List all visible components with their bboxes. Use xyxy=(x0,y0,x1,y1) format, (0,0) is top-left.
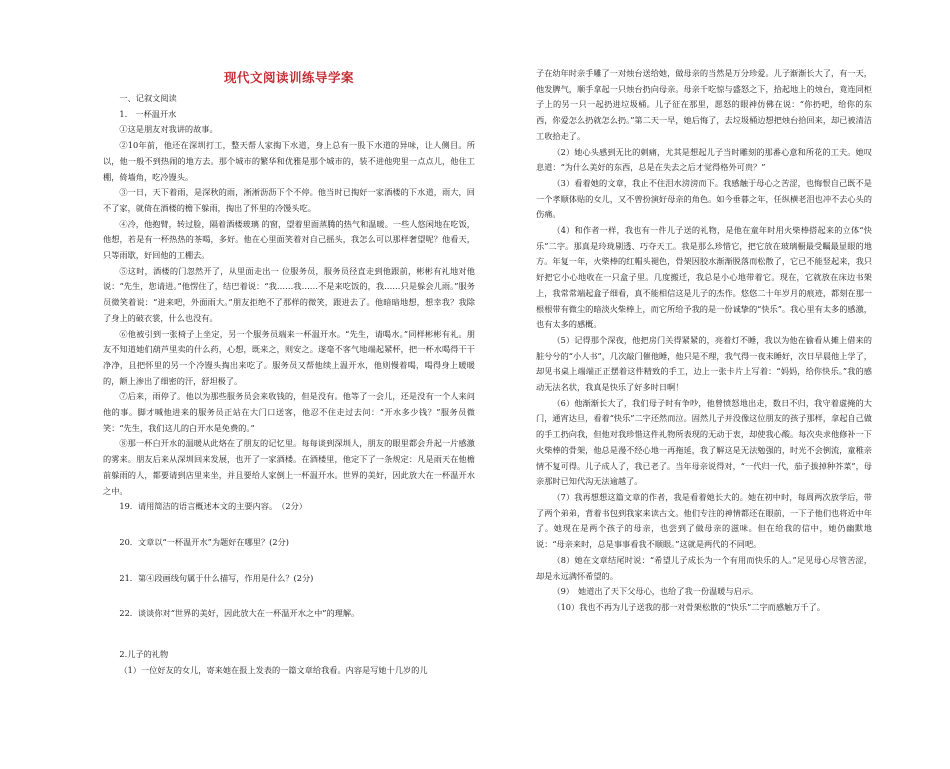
question-20: 20．文章以“一杯温开水”为题好在哪里？(2分) xyxy=(119,536,289,547)
question-21: 21．第④段画线句属于什么描写，作用是什么？(2分) xyxy=(119,572,314,583)
paragraph: 子在幼年时亲手雕了一对烛台送给她，做母亲的当然是万分珍爱。儿子渐渐长大了，有一天，他发脾气，顺手拿起一只烛台扔向母亲。母亲千吃惊与盛怒之下，拾起地上的烛台，竟连同柜子上的另一只一起扔进垃圾桶。儿子征在那里，愿怒的眼神仿佛在说：“你扔吧，给你的东西，你爱怎么扔就怎么扔。”第二天一早，她后悔了，去垃圾桶边想把烛台拾回来，却已被清洁工收拾走了。 xyxy=(536,68,872,141)
left-column xyxy=(103,66,475,679)
section-heading: 一、记叙文阅读 xyxy=(119,93,177,103)
paragraph: （4）和作者一样，我也有一件儿子送的礼物，是他在童年时用火柴棒搭起来的立体“快乐”二字。那真是玲珑剔透、巧夺天工。我是那么珍惜它，把它放在玻璃橱最受瞩最显眼的地方。年复一年，火柴棒的红帽头褪色，骨架因胶水渐渐脱落而松散了，它已不能竖起来，我只好把它小心地收在一只盒子里。几度搬迁，我总是小心地带着它。现在，它就放在床边书架上，我常常端起盒子细看，真不能相信这是儿子的杰作。悠悠二十年岁月的痕迹，都刻在那一根根带有微尘的暗淡火柴棒上，而它所给予我的是一份诚挚的“快乐”。我心里有太多的感激，也有太多的感概。 xyxy=(536,225,872,330)
paragraph: （7）我再想想这篇文章的作者，我是看着她长大的。她在初中时，每周两次放学后，带了两个弟弟，背着书包到我家来读古文。他们专注的神情都还在眼前，一下子他们也将近中年了。她现在是两个孩子的母亲，也尝到了做母亲的滋味。但在给我的信中，她仍幽默地说：“母亲来时，总是事事看我不顺眼。”这就是两代的不同吧。 xyxy=(536,491,872,550)
article-title: 1. 一杯温开水 xyxy=(119,108,177,119)
paragraph: ⑤这时，酒楼的门忽然开了，从里面走出一 位服务员，服务员径直走到他跟前，彬彬有礼地对他说：“先生，您请进。”他愣住了，结巴着说：“我……我……不是来吃饭的，我……只是躲会儿雨。”服务员微笑着说：“进来吧，外面雨大。”朋友拒绝不了那样的微笑，跟进去了。他暗暗地想，想幸我？我除了身上的破衣裳，什么也没有。 xyxy=(103,265,475,323)
paragraph: ③一日，天下着雨，是深秋的雨，淅淅沥沥下个不停。他当时已掏好一家酒楼的下水道，雨大，回不了家，就倚在酒楼的檐下躲雨，掏出了怀里的冷馒头吃。 xyxy=(103,187,475,213)
paragraph: ⑦后来，雨停了。他以为那些服务员会来收钱的，但是没有。他等了一会儿，还是没有一个人来问他的事。脚才喊他进来的服务员正站在大门口送客，他忍不住走过去问：“开水多少钱？”服务员微笑：“先生，我们这儿的白开水是免费的。” xyxy=(103,391,475,433)
paragraph: （6）他渐渐长大了，我们母子时有争吵，他曾愤怒地出走，数日不归，我守着虚掩的大门，通宵达旦，看着“快乐”二字还然而泣。固然儿子并没像这位朋友的孩子那样，拿起自己做的手工扔向我，但他对我珍惜这件礼物所表现的无动于衷，却使我心酸。每次央求他修补一下火柴棒的骨架，他总是漫不经心地一再拖延，我了解这是无法勉强的，时光不会倒流，童稚亲情不复可得。儿子成人了，我已老了。当年母亲说得对，“一代归一代，茄子拔掉种芥菜”，母亲那时已知代沟无法逾越了。 xyxy=(536,397,872,487)
paragraph: ⑥他被引到一张椅子上坐定，另一个服务员端来一杯温开水。“先生，请喝水。”同样彬彬有礼。朋友不知道她们葫芦里卖的什么药，心想，既来之，则安之。遂毫不客气地端起紧杯，把一杯水喝得干干净净，且把怀里的另一个冷馒头掏出来吃了。服务员又帮他续上温开水，他则慢着喝，喝得身上暖暖的，额上渗出了细密的汗，舒坦极了。 xyxy=(103,328,475,386)
paragraph: （2）她心头感到无比的刺痛，尤其是想起儿子当时雕刻的那番心意和所花的工夫。她叹息道：“为什么美好的东西，总是在失去之后才觉得格外可贵？” xyxy=(536,146,872,173)
page-title: 现代文阅读训练导学案 xyxy=(223,70,354,85)
paragraph: ①这是朋友对我讲的故事。 xyxy=(119,124,218,135)
paragraph: （9） 她道出了天下父母心，也给了我一份温暖与启示。 xyxy=(552,586,759,597)
paragraph: ②10年前，他还在深圳打工，整天帮人家掏下水道，身上总有一股下水道的异味，让人侧目。所以，他一般不到热闹的地方去。那个城市的繁华和优雅是那个城市的，装不进他兜里一点点儿，他住工棚，倚墙角，吃冷馒头。 xyxy=(103,140,475,182)
paragraph: （10）我也不再为儿子送我的那一对骨架松散的“快乐”二字而感触万千了。 xyxy=(552,601,825,612)
paragraph: ④冷，他抱臂，转过脸，隔着酒楼玻璃 的窗，望着里面蒸腾的热气和温暖。一些人悠闲地在吃饭，他想，若是有一杯热热的茶喝，多好。他在心里面笑着对自己摇头，我怎么可以那样奢望呢？他看天，只等雨歇，好回他的工棚去。 xyxy=(103,218,475,261)
paragraph: ⑧那一杯白开水的温暖从此烙在了朋友的记忆里。每每谈到深圳人，朋友的眼里都会升起一片感激的雾来。朋友后来从深圳回来发展，也开了一家酒楼。在酒楼里，他定下了一条规定：凡是雨天在他檐前躲雨的人，都要请到店里来坐，并且要给人家倒上一杯温开水。世界的美好，因此放大在一杯温开水之中。 xyxy=(103,438,475,496)
right-column xyxy=(536,66,872,616)
paragraph: （8）她在文章结尾时说：“希望儿子成长为一个有用而快乐的人。”足见母心尽管苦涩，却是永远满怀希望的。 xyxy=(536,554,872,581)
paragraph: （3）看着她的文章，我止不住泪水滂滂而下。我感触于母心之苦涩，也悔恨自己既不是一个孝顺体贴的女儿，又不曾扮演好母亲的角色。如今垂暮之年，任纵横老泪也冲不去心头的伤痛。 xyxy=(536,177,872,220)
paragraph: （1）一位好友的女儿，寄来她在报上发表的一篇文章给我看。内容是写她十几岁的儿 xyxy=(119,664,428,675)
article-title: 2.儿子的礼物 xyxy=(119,649,169,660)
paragraph: （5）记得那个深夜，他把房门关得紧紧的，亮着灯不睡，我以为他在偷看从摊上借来的脏兮兮的“小人书”，几次敲门催他睡，他只是不理，我气得一夜未睡好，次日早晨他上学了，却见书桌上端端正正摆着这件精致的手工，边上一张卡片上写着：“妈妈，给你快乐。”我的感动无法名状，我真是快乐了好多时日啊！ xyxy=(536,334,872,393)
question-22: 22．谈谈你对“世界的美好，因此放大在一杯温开水之中”的理解。 xyxy=(119,608,360,619)
question-19: 19．请用简洁的语言概述本文的主要内容。 （2分） xyxy=(119,501,307,512)
